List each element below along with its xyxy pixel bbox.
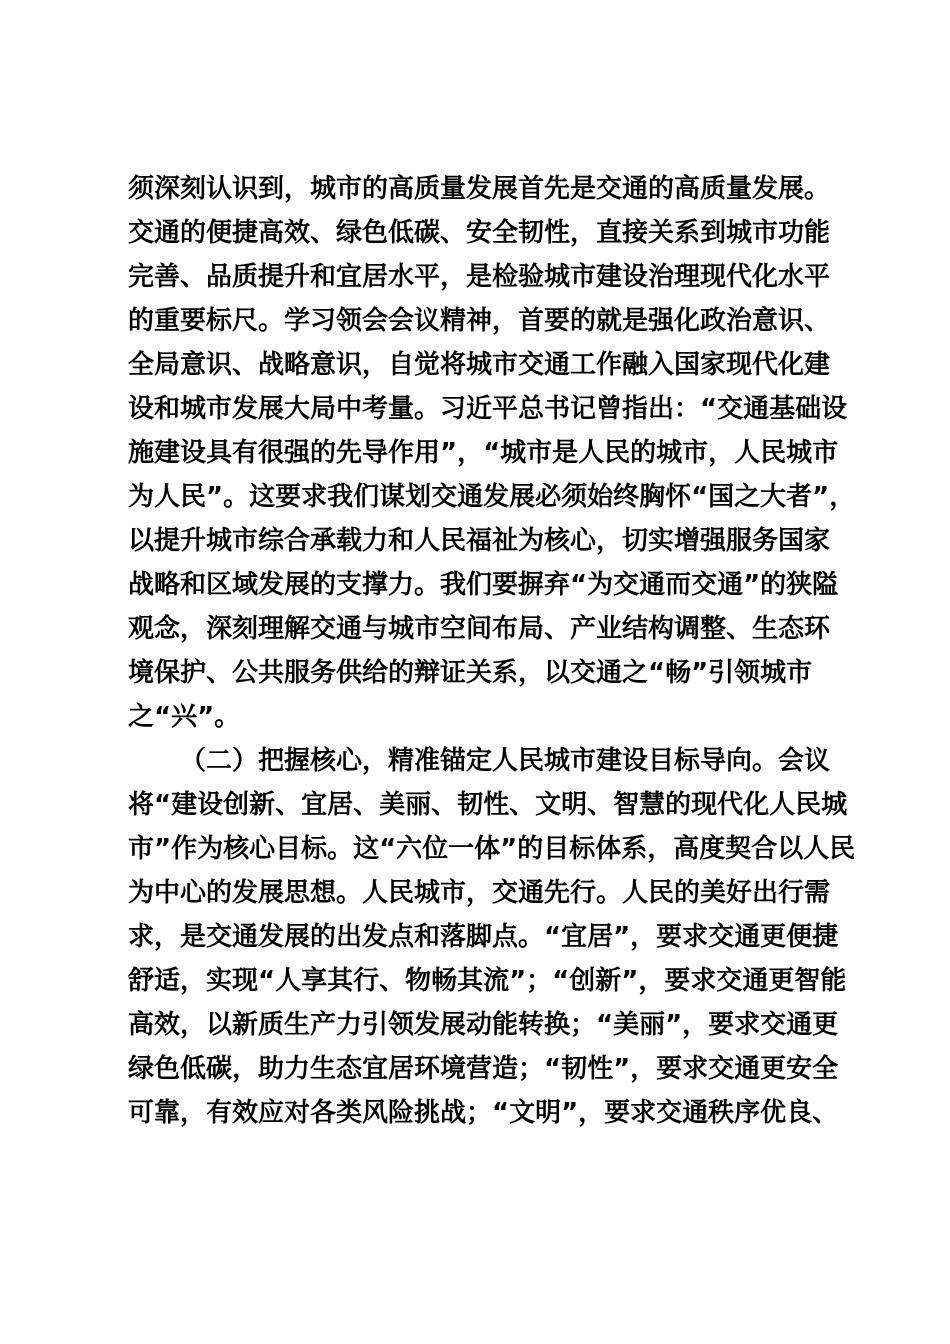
text-line: 施建设具有很强的先导作用”，“城市是人民的城市，人民城市 — [128, 438, 839, 468]
document-body — [128, 167, 856, 1135]
text-line: 为人民”。这要求我们谋划交通发展必须始终胸怀“国之大者”， — [128, 482, 856, 512]
text-line: 完善、品质提升和宜居水平，是检验城市建设治理现代化水平 — [128, 262, 831, 292]
text-line: 舒适，实现“人享其行、物畅其流”；“创新”，要求交通更智能 — [128, 966, 847, 996]
text-line: 以提升城市综合承载力和人民福祉为核心，切实增强服务国家 — [128, 526, 831, 556]
section-heading-line: （二）把握核心，精准锚定人民城市建设目标导向。会议 — [180, 746, 831, 776]
text-line: 全局意识、战略意识，自觉将城市交通工作融入国家现代化建 — [128, 350, 831, 380]
text-line: 境保护、公共服务供给的辩证关系，以交通之“畅”引领城市 — [128, 658, 813, 688]
text-line: 为中心的发展思想。人民城市，交通先行。人民的美好出行需 — [128, 878, 831, 908]
text-line: 高效，以新质生产力引领发展动能转换；“美丽”，要求交通更 — [128, 1010, 839, 1040]
text-line: 须深刻认识到，城市的高质量发展首先是交通的高质量发展。 — [128, 174, 831, 204]
text-line: 观念，深刻理解交通与城市空间布局、产业结构调整、生态环 — [128, 614, 831, 644]
text-line: 求，是交通发展的出发点和落脚点。“宜居”，要求交通更便捷 — [128, 922, 839, 952]
text-line: 交通的便捷高效、绿色低碳、安全韧性，直接关系到城市功能 — [128, 218, 831, 248]
text-line: 市”作为核心目标。这“六位一体”的目标体系，高度契合以人民 — [128, 834, 856, 864]
text-line: 战略和区域发展的支撑力。我们要摒弃“为交通而交通”的狭隘 — [128, 570, 839, 600]
text-line: 可靠，有效应对各类风险挑战；“文明”，要求交通秩序优良、 — [128, 1098, 839, 1128]
text-line: 的重要标尺。学习领会会议精神，首要的就是强化政治意识、 — [128, 306, 831, 336]
text-line: 绿色低碳，助力生态宜居环境营造；“韧性”，要求交通更安全 — [128, 1054, 839, 1084]
text-line: 之“兴”。 — [128, 702, 241, 732]
text-line: 将“建设创新、宜居、美丽、韧性、文明、智慧的现代化人民城 — [128, 790, 848, 820]
text-line: 设和城市发展大局中考量。习近平总书记曾指出：“交通基础设 — [128, 394, 848, 424]
